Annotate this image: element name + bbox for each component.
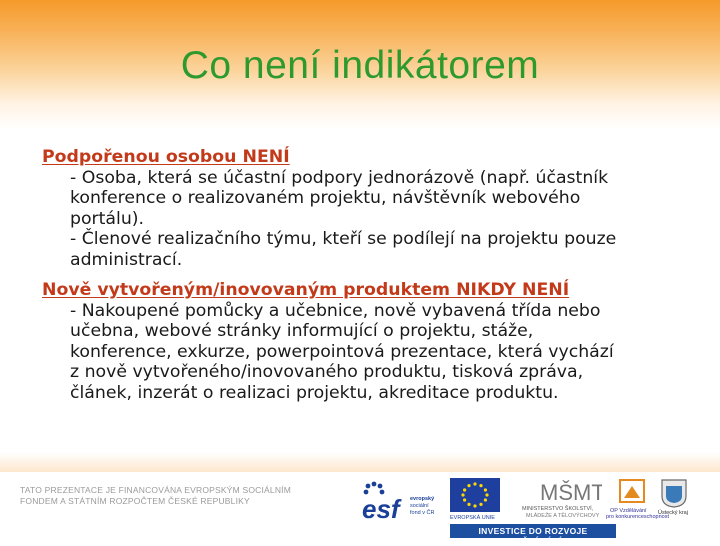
region-emblem-icon	[656, 478, 692, 508]
section-new-product	[42, 280, 714, 403]
svg-text:MŠMT: MŠMT	[540, 480, 602, 505]
investment-banner-text: INVESTICE DO ROZVOJE VZDĚLÁVÁNÍ	[478, 526, 588, 546]
eu-logo	[450, 478, 500, 522]
body-line: - Nakoupené pomůcky a učebnice, nově vybavená třída nebo	[70, 300, 601, 321]
body-line: - Členové realizačního týmu, kteří se podílejí na projektu pouze	[70, 229, 617, 249]
op-vk-logo	[606, 478, 669, 522]
funding-line: FONDEM A STÁTNÍM ROZPOČTEM ČESKÉ REPUBLIKY	[20, 496, 250, 506]
body-line: - Osoba, která se účastní podpory jednorázově (např. účastník	[70, 167, 609, 188]
esf-label: evropský	[410, 496, 435, 502]
eu-flag-icon	[450, 478, 500, 512]
slide-body	[42, 147, 714, 403]
funding-line: TATO PREZENTACE JE FINANCOVÁNA EVROPSKÝM SOCIÁLNÍM	[20, 485, 292, 495]
body-line: z nově vytvořeného/inovovaného produktu, tisková zpráva,	[70, 362, 584, 382]
partner-logos	[360, 478, 700, 522]
region-label: Ústecký kraj	[658, 510, 688, 516]
body-line: portálu).	[70, 208, 145, 229]
msmt-mark-icon	[522, 478, 602, 506]
svg-text:esf: esf	[362, 494, 400, 522]
section-heading: Nově vytvořeným/inovovaným produktem NIKDY NENÍ	[42, 280, 570, 300]
op-vk-label: OP Vzdělávání	[610, 508, 647, 514]
msmt-logo	[522, 478, 602, 522]
body-line: konference o realizovaném projektu, návštěvník webového	[70, 188, 581, 208]
section-heading: Podpořenou osobou NENÍ	[42, 147, 290, 167]
body-line: administrací.	[70, 249, 183, 270]
op-vk-label: pro konkurenceschopnost	[606, 514, 669, 520]
funding-statement	[20, 485, 310, 507]
op-vk-mark-icon	[612, 478, 652, 506]
body-line: článek, inzerát o realizaci projektu, akreditace produktu.	[70, 382, 559, 403]
slide-title: Co není indikátorem	[180, 44, 540, 87]
msmt-label: MLÁDEŽE A TĚLOVÝCHOVY	[526, 513, 600, 519]
body-line: konference, exkurze, powerpointová prezentace, která vychází	[70, 341, 614, 362]
usti-region-logo	[656, 478, 692, 522]
esf-logo	[360, 478, 446, 522]
section-supported-person	[42, 147, 714, 270]
msmt-label: MINISTERSTVO ŠKOLSTVÍ,	[522, 506, 594, 512]
body-line: učebna, webové stránky informující o projektu, stáže,	[70, 321, 534, 341]
esf-label: fond v ČR	[410, 510, 435, 516]
eu-label: EVROPSKÁ UNIE	[450, 515, 495, 521]
esf-label: sociální	[410, 503, 429, 509]
